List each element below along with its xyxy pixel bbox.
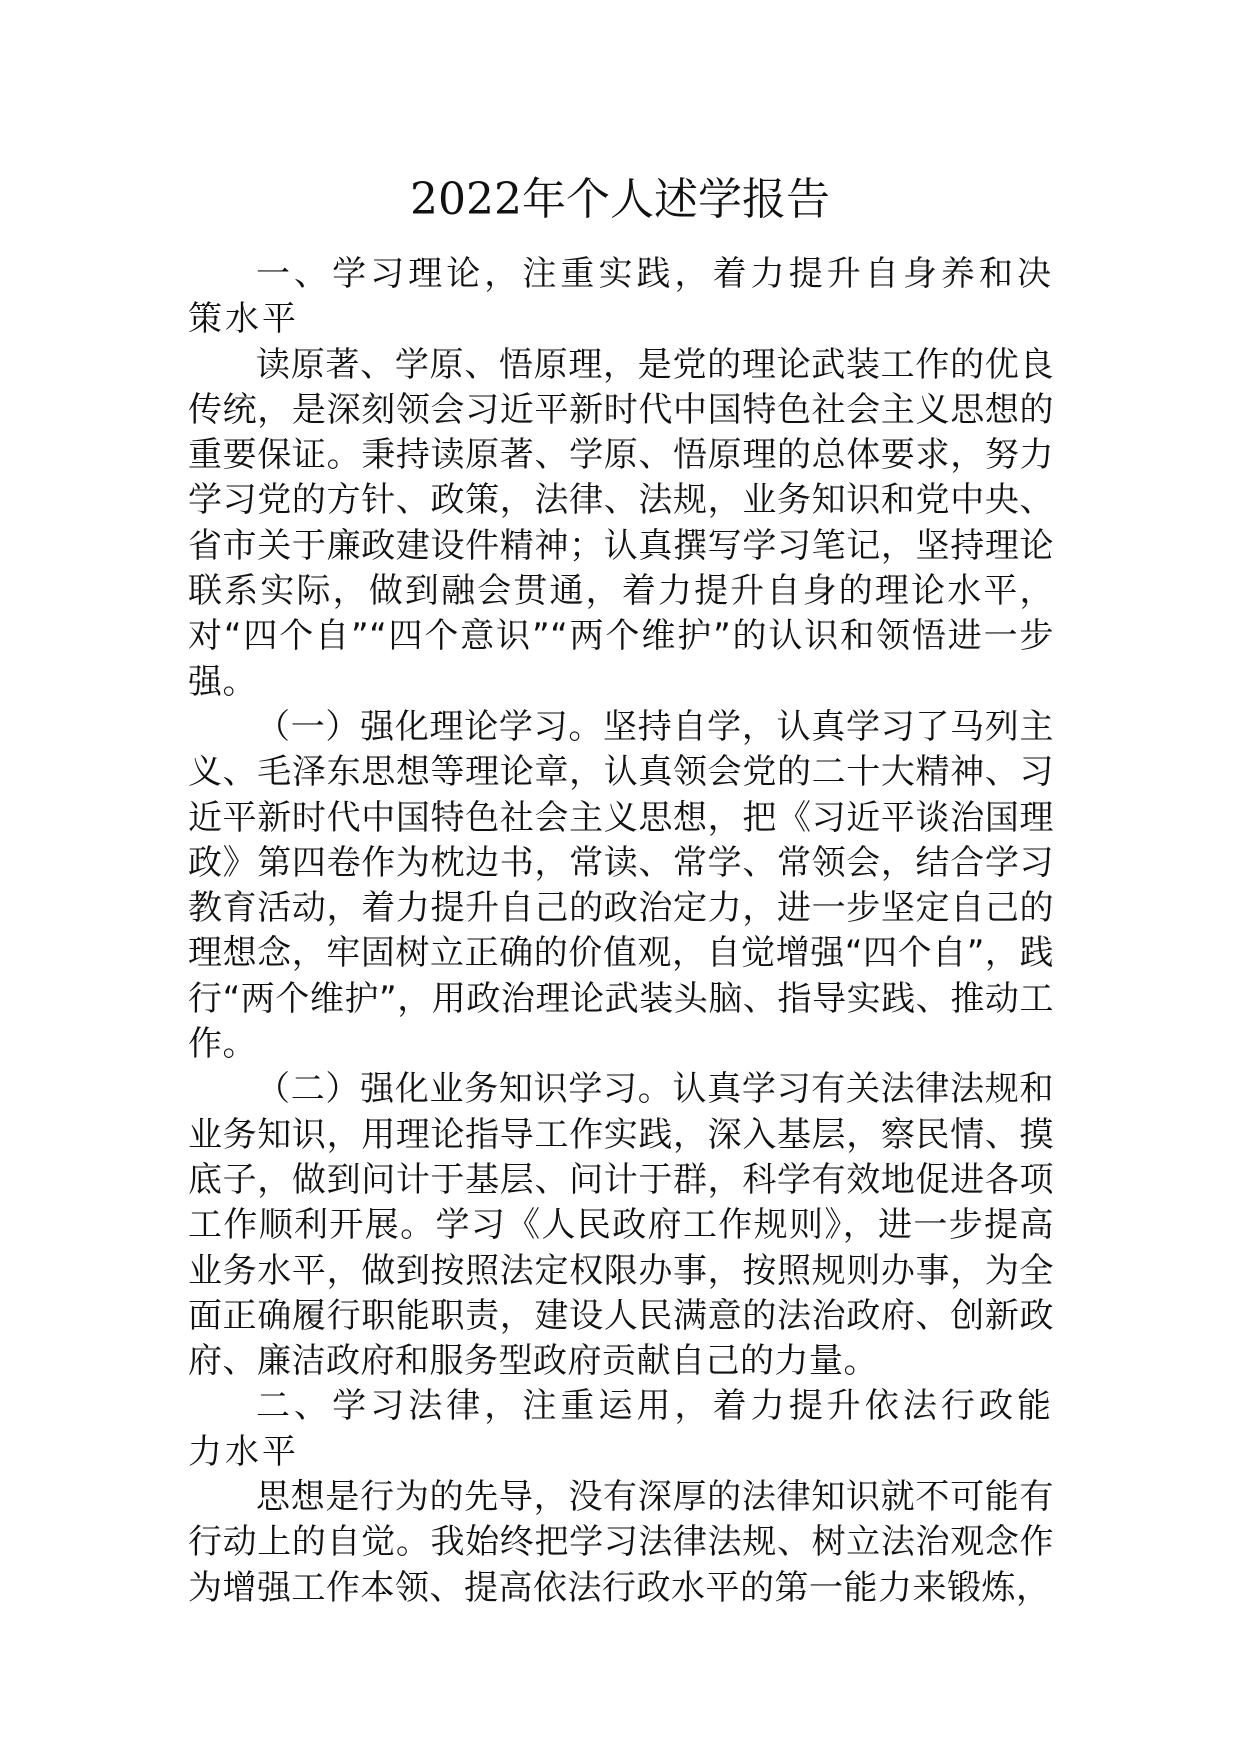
paragraph-4: 思想是行为的先导，没有深厚的法律知识就不可能有行动上的自觉。我始终把学习法律法规、树立法治观念作为增强工作本领、提高依法行政水平的第一能力来锻炼， bbox=[188, 1477, 1054, 1608]
paragraph-3: （二）强化业务知识学习。认真学习有关法律法规和业务知识，用理论指导工作实践，深入基层，察民情、摸底子，做到问计于基层、问计于群，科学有效地促进各项工作顺利开展。学习《人民政府工作规则》，进一步提高业务水平，做到按照法定权限办事，按照规则办事，为全面正确履行职能职责，建设人民满意的法治政府、创新政府、廉洁政府和服务型政府贡献自己的力量。 bbox=[188, 1069, 1054, 1382]
document-title: 2022年个人述学报告 bbox=[410, 174, 830, 225]
paragraph-2: （一）强化理论学习。坚持自学，认真学习了马列主义、毛泽东思想等理论章，认真领会党的二十大精神、习近平新时代中国特色社会主义思想，把《习近平谈治国理政》第四卷作为枕边书，常读、常学、常领会，结合学习教育活动，着力提升自己的政治定力，进一步坚定自己的理想念，牢固树立正确的价值观，自觉增强“四个自”，践行“两个维护”，用政治理论武装头脑、指导实践、推动工作。 bbox=[188, 706, 1054, 1065]
paragraph-1: 读原著、学原、悟原理，是党的理论武装工作的优良传统，是深刻领会习近平新时代中国特色社会主义思想的重要保证。秉持读原著、学原、悟原理的总体要求，努力学习党的方针、政策，法律、法规，业务知识和党中央、省市关于廉政建设件精神；认真撰写学习笔记，坚持理论联系实际，做到融会贯通，着力提升自身的理论水平，对“四个自”“四个意识”“两个维护”的认识和领悟进一步强。 bbox=[188, 344, 1054, 702]
section-heading-1: 一、学习理论，注重实践，着力提升自身养和决策水平 bbox=[188, 254, 1054, 340]
section-heading-2: 二、学习法律，注重运用，着力提升依法行政能力水平 bbox=[188, 1386, 1054, 1472]
document-body bbox=[188, 252, 1054, 1611]
